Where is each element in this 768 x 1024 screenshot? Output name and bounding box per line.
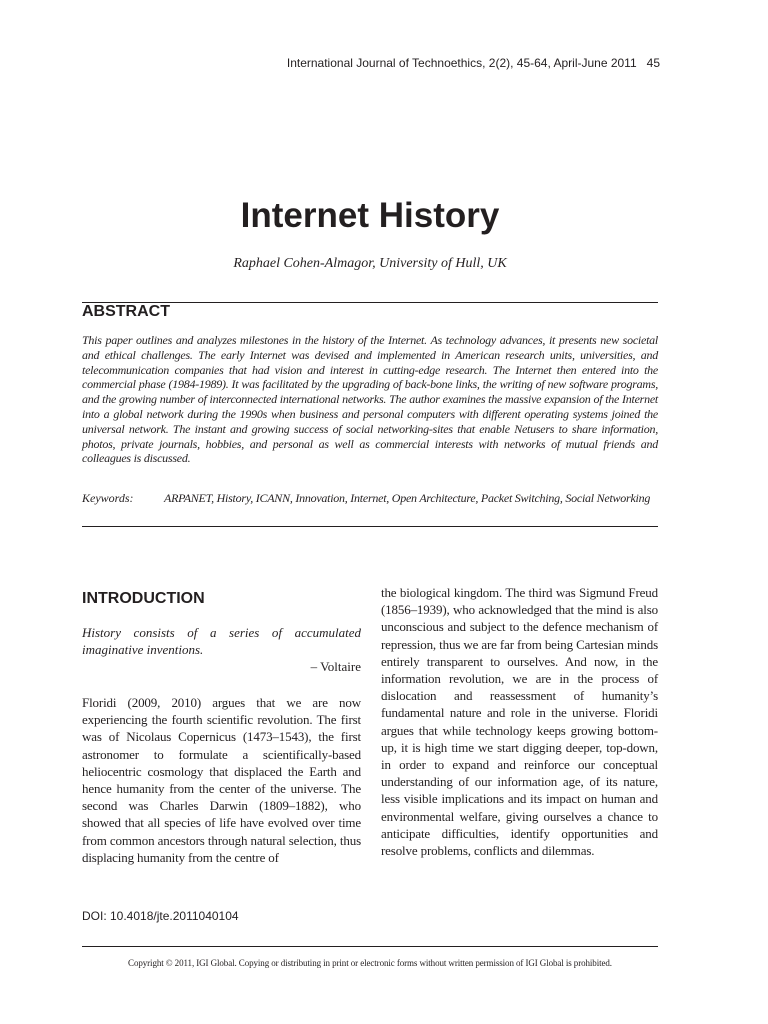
body-paragraph-right: the biological kingdom. The third was Sigmund Freud (1856–1939), who acknowledged that the mind is also unconscious and subject to the defence mechanism of repression, thus we are far from being Cartesian minds entirely transparent to ourselves. And now, in the information revolution, we are in the process of dislocation and reassessment of humanity’s fundamental nature and role in the universe. Floridi argues that while technology keeps growing bottom-up, it is high time we start digging deeper, top-down, in order to expand and reinforce our conceptual understanding of our information age, of its nature, less visible implications and its impact on human and environmental welfare, giving ourselves a chance to anticipate difficulties, identify opportunities and resolve problems, conflicts and dilemmas. <box>381 585 658 859</box>
copyright-notice: Copyright © 2011, IGI Global. Copying or distributing in print or electronic forms without written permission of IGI Global is prohibited. <box>128 958 612 968</box>
keywords-label: Keywords: <box>82 491 134 505</box>
author-affiliation: Raphael Cohen-Almagor, University of Hull, UK <box>233 256 507 271</box>
paper-title: Internet History <box>240 196 500 235</box>
abstract-heading: ABSTRACT <box>82 303 170 320</box>
doi-label: DOI: 10.4018/jte.2011040104 <box>82 909 239 923</box>
right-column <box>381 584 658 859</box>
epigraph-quote: History consists of a series of accumulated imaginative inventions. <box>82 625 361 657</box>
keywords-list: ARPANET, History, ICANN, Innovation, Internet, Open Architecture, Packet Switching, Social Networking <box>164 491 651 505</box>
keywords-block <box>82 491 658 506</box>
footer-rule <box>82 946 658 947</box>
left-column <box>82 590 361 866</box>
journal-citation: International Journal of Technoethics, 2(2), 45-64, April-June 2011 <box>286 56 637 70</box>
abstract-bottom-rule <box>82 526 658 527</box>
body-paragraph-left: Floridi (2009, 2010) argues that we are now experiencing the fourth scientific revolution. The first was of Nicolaus Copernicus (1473–1543), the first astronomer to formulate a scientifically-based heliocentric cosmology that displaced the Earth and hence humanity from the center of the universe. The second was Charles Darwin (1809–1882), who showed that all species of life have evolved over time from common ancestors through natural selection, thus displacing humanity from the centre of <box>82 695 361 865</box>
running-header <box>0 56 660 70</box>
page-number: 45 <box>646 56 660 70</box>
abstract-text: This paper outlines and analyzes milestones in the history of the Internet. As technology advances, it presents new societal and ethical challenges. The early Internet was devised and implemented in American research units, universities, and telecommunication companies that had vision and interest in cutting-edge research. The Internet then entered into the commercial phase (1984-1989). It was facilitated by the upgrading of back-bone links, the writing of new software programs, and the growing number of interconnected international networks. The author examines the massive expansion of the Internet into a global network during the 1990s when business and personal computers with different operating systems joined the universal network. The instant and growing success of social networking-sites that enable Netusers to share information, photos, private journals, hobbies, and personal as well as commercial interests with networks of mutual friends and colleagues is discussed. <box>82 333 658 466</box>
epigraph-attribution: – Voltaire <box>310 659 361 674</box>
introduction-heading: INTRODUCTION <box>82 590 205 607</box>
